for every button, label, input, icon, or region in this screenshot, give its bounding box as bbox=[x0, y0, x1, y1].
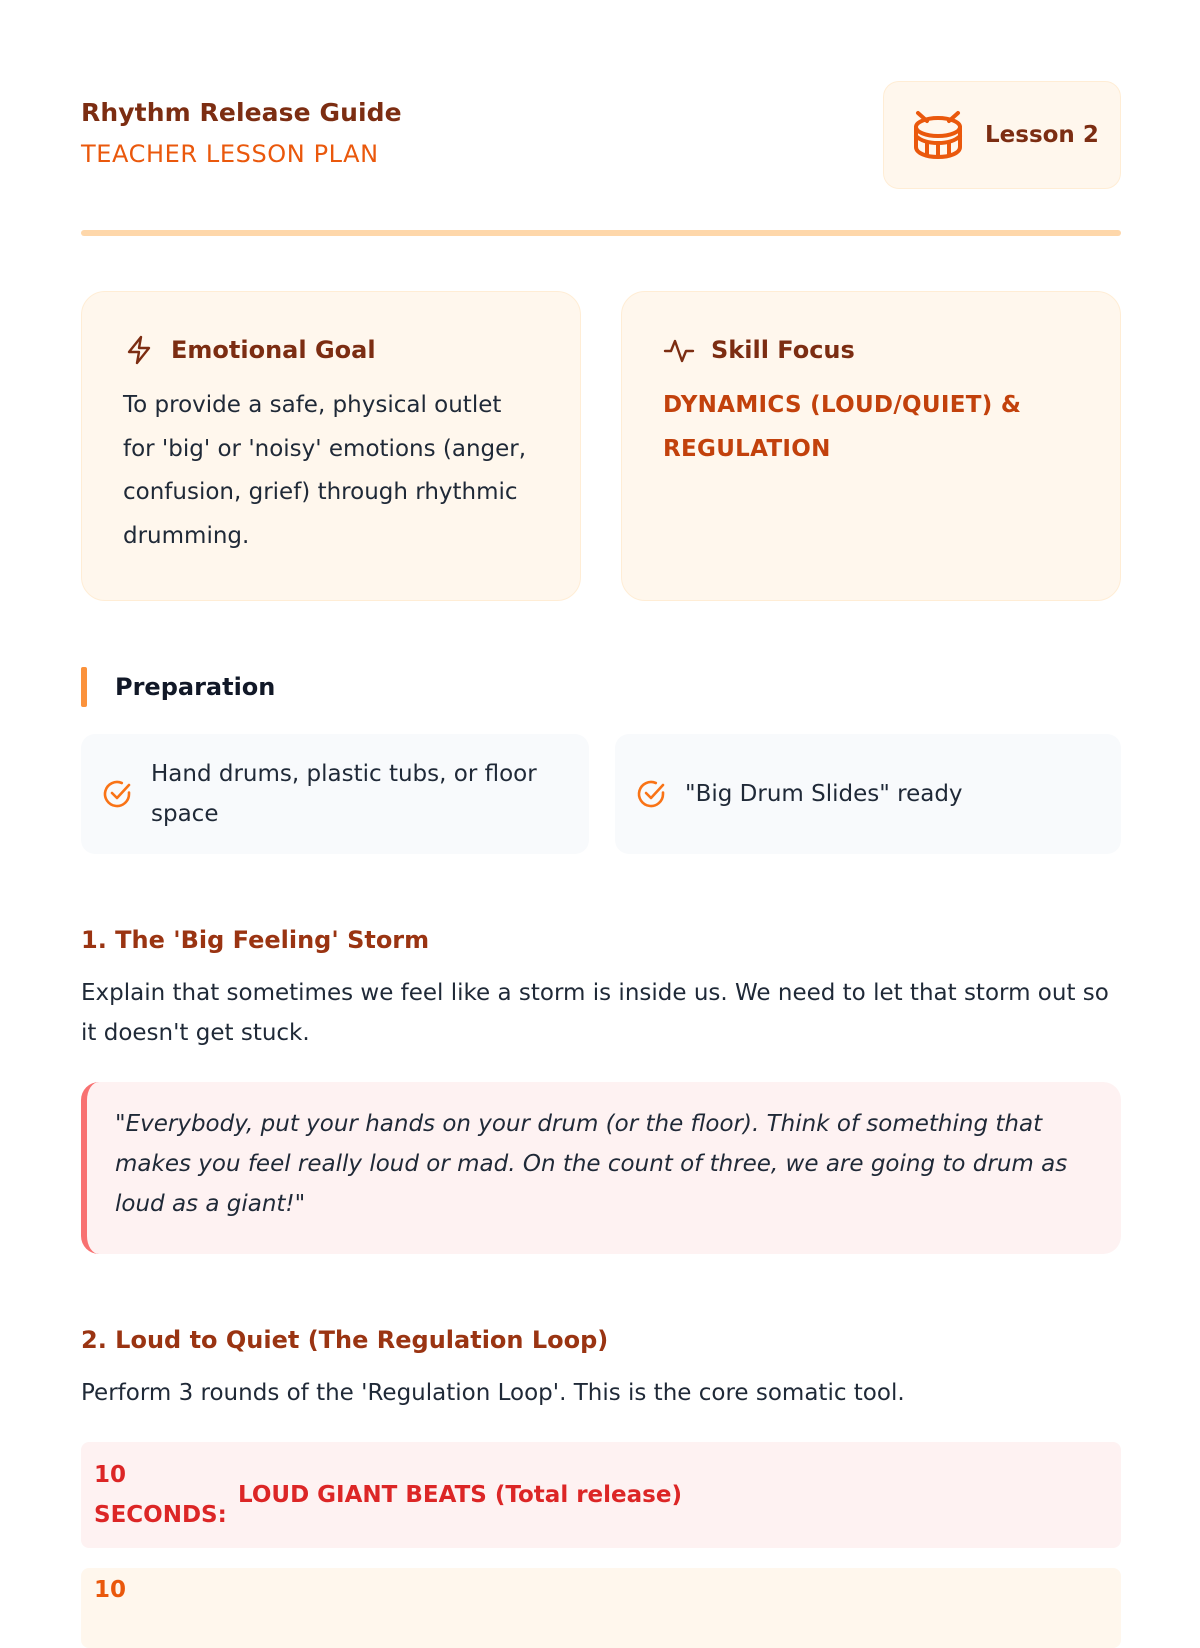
lesson-badge bbox=[883, 81, 1121, 189]
check-circle-icon bbox=[101, 778, 133, 810]
emotional-goal-header bbox=[123, 332, 540, 368]
lightning-icon bbox=[123, 334, 155, 366]
teacher-script-quote: "Everybody, put your hands on your drum (or the floor). Think of something that makes you feel really loud or mad. On the count of three, we are going to drum as loud as a giant!" bbox=[81, 1082, 1121, 1254]
loop-time: 10 bbox=[94, 1577, 127, 1603]
lesson-plan-page bbox=[81, 0, 1121, 1603]
page-title: Rhythm Release Guide bbox=[81, 98, 402, 127]
step-1-title: 1. The 'Big Feeling' Storm bbox=[81, 926, 430, 954]
step-2-title: 2. Loud to Quiet (The Regulation Loop) bbox=[81, 1326, 609, 1354]
regulation-loop-row bbox=[81, 1442, 1121, 1548]
emotional-goal-card bbox=[81, 291, 581, 601]
section-accent-bar bbox=[81, 667, 87, 707]
preparation-item bbox=[81, 734, 589, 854]
step-1-description: Explain that sometimes we feel like a storm is inside us. We need to let that storm out so it doesn't get stuck. bbox=[81, 980, 1109, 1046]
skill-focus-card bbox=[621, 291, 1121, 601]
loop-action: LOUD GIANT BEATS (Total release) bbox=[238, 1482, 682, 1508]
header bbox=[81, 0, 1121, 236]
header-divider bbox=[81, 230, 1121, 236]
skill-focus-title: Skill Focus bbox=[711, 336, 855, 364]
preparation-title: Preparation bbox=[115, 673, 276, 701]
emotional-goal-title: Emotional Goal bbox=[171, 336, 376, 364]
emotional-goal-text: To provide a safe, physical outlet for 'big' or 'noisy' emotions (anger, confusion, grief) through rhythmic drumming. bbox=[123, 392, 527, 549]
preparation-list bbox=[81, 734, 1121, 854]
preparation-heading bbox=[81, 667, 275, 707]
goal-cards bbox=[81, 291, 1121, 601]
skill-focus-text: DYNAMICS (LOUD/QUIET) & REGULATION bbox=[663, 392, 1022, 462]
drum-icon bbox=[911, 108, 965, 162]
regulation-loop-row bbox=[81, 1568, 1121, 1648]
preparation-item bbox=[615, 734, 1121, 854]
step-2-description: Perform 3 rounds of the 'Regulation Loop'. This is the core somatic tool. bbox=[81, 1380, 905, 1406]
lesson-number: Lesson 2 bbox=[985, 122, 1099, 148]
page-subtitle: TEACHER LESSON PLAN bbox=[81, 140, 379, 168]
preparation-item-text: "Big Drum Slides" ready bbox=[685, 781, 963, 807]
pulse-icon bbox=[663, 334, 695, 366]
loop-time: 10 SECONDS: bbox=[94, 1462, 227, 1528]
skill-focus-header bbox=[663, 332, 1080, 368]
check-circle-icon bbox=[635, 778, 667, 810]
preparation-item-text: Hand drums, plastic tubs, or floor space bbox=[151, 761, 537, 827]
